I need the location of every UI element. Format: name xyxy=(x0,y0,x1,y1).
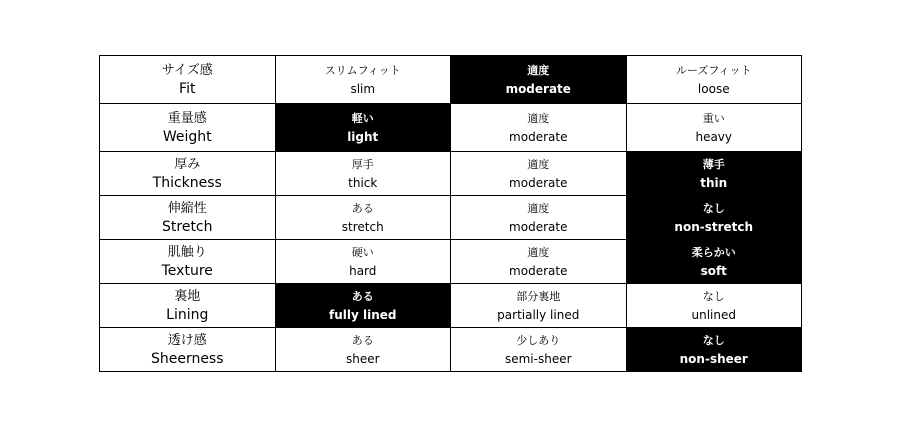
option-label-jp: ルーズフィット xyxy=(675,63,752,77)
option-label-jp: スリムフィット xyxy=(324,63,401,77)
option-label-jp: 軽い xyxy=(351,111,374,125)
option-label-jp: ある xyxy=(351,201,374,215)
option-label-jp: 適度 xyxy=(527,201,550,215)
option-label-en: moderate xyxy=(505,81,571,96)
option-label-en: unlined xyxy=(691,307,736,322)
attribute-label-cell xyxy=(100,56,276,104)
option-label-jp: 厚手 xyxy=(351,157,374,171)
option-cell-selected xyxy=(626,240,802,284)
table-row xyxy=(100,196,802,240)
option-label-en: hard xyxy=(349,263,377,278)
option-cell-selected xyxy=(275,284,451,328)
attribute-label-cell xyxy=(100,104,276,152)
option-label-jp: 適度 xyxy=(527,63,550,77)
option-cell xyxy=(451,196,627,240)
attribute-label-cell xyxy=(100,240,276,284)
table-row xyxy=(100,152,802,196)
option-cell xyxy=(275,240,451,284)
option-label-jp: 適度 xyxy=(527,111,550,125)
option-cell xyxy=(275,152,451,196)
option-cell xyxy=(626,284,802,328)
option-label-en: thin xyxy=(700,175,728,190)
attribute-label-jp: 肌触り xyxy=(167,244,207,260)
option-label-en: heavy xyxy=(695,129,733,144)
option-label-jp: 硬い xyxy=(351,245,374,259)
option-cell-selected xyxy=(626,196,802,240)
attribute-label-cell xyxy=(100,196,276,240)
option-cell-selected xyxy=(626,328,802,372)
option-label-en: non-stretch xyxy=(674,219,754,234)
option-cell xyxy=(626,104,802,152)
option-label-en: moderate xyxy=(509,219,568,234)
option-cell xyxy=(451,240,627,284)
option-cell xyxy=(451,328,627,372)
option-cell xyxy=(451,104,627,152)
attribute-label-jp: サイズ感 xyxy=(161,62,213,78)
option-cell xyxy=(451,152,627,196)
attribute-label-en: Weight xyxy=(162,128,212,145)
table-row xyxy=(100,284,802,328)
attribute-label-jp: 伸縮性 xyxy=(167,200,207,216)
option-label-jp: 重い xyxy=(702,111,725,125)
option-label-jp: 適度 xyxy=(527,157,550,171)
option-label-en: semi-sheer xyxy=(504,351,572,366)
attribute-label-en: Fit xyxy=(179,80,196,97)
option-cell-selected xyxy=(275,104,451,152)
option-label-jp: 適度 xyxy=(527,245,550,259)
option-label-jp: 薄手 xyxy=(702,157,725,171)
table-row xyxy=(100,104,802,152)
attribute-label-en: Sheerness xyxy=(150,350,224,367)
attribute-label-jp: 重量感 xyxy=(167,110,207,126)
option-label-en: slim xyxy=(350,81,376,96)
option-label-en: sheer xyxy=(345,351,380,366)
option-cell xyxy=(275,56,451,104)
option-label-jp: ある xyxy=(351,289,374,303)
option-label-jp: なし xyxy=(702,289,725,303)
option-label-en: soft xyxy=(700,263,727,278)
option-label-en: moderate xyxy=(509,129,568,144)
attribute-label-en: Lining xyxy=(166,306,209,323)
option-label-en: fully lined xyxy=(329,307,397,322)
option-cell xyxy=(275,328,451,372)
attribute-label-en: Stretch xyxy=(162,218,213,235)
option-label-en: moderate xyxy=(509,263,568,278)
attribute-label-en: Thickness xyxy=(152,174,222,191)
option-label-en: stretch xyxy=(341,219,384,234)
spec-table-body xyxy=(100,56,802,372)
table-row xyxy=(100,56,802,104)
attribute-label-en: Texture xyxy=(161,262,213,279)
option-cell xyxy=(451,284,627,328)
option-label-en: non-sheer xyxy=(679,351,748,366)
attribute-label-jp: 裏地 xyxy=(174,288,201,304)
attribute-label-jp: 厚み xyxy=(174,156,201,172)
option-label-en: moderate xyxy=(509,175,568,190)
table-row xyxy=(100,240,802,284)
option-cell-selected xyxy=(626,152,802,196)
option-cell-selected xyxy=(451,56,627,104)
table-row xyxy=(100,328,802,372)
option-label-jp: 柔らかい xyxy=(691,245,736,259)
option-label-jp: なし xyxy=(702,333,725,347)
option-label-jp: 部分裏地 xyxy=(516,289,561,303)
fabric-spec-table xyxy=(99,55,802,372)
option-label-jp: なし xyxy=(702,201,725,215)
attribute-label-cell xyxy=(100,328,276,372)
attribute-label-jp: 透け感 xyxy=(167,332,207,348)
option-label-en: thick xyxy=(348,175,378,190)
attribute-label-cell xyxy=(100,152,276,196)
option-label-jp: ある xyxy=(351,333,374,347)
option-label-en: partially lined xyxy=(497,307,580,322)
option-label-en: light xyxy=(347,129,379,144)
option-cell xyxy=(626,56,802,104)
attribute-label-cell xyxy=(100,284,276,328)
option-label-jp: 少しあり xyxy=(516,333,561,347)
option-cell xyxy=(275,196,451,240)
option-label-en: loose xyxy=(697,81,730,96)
